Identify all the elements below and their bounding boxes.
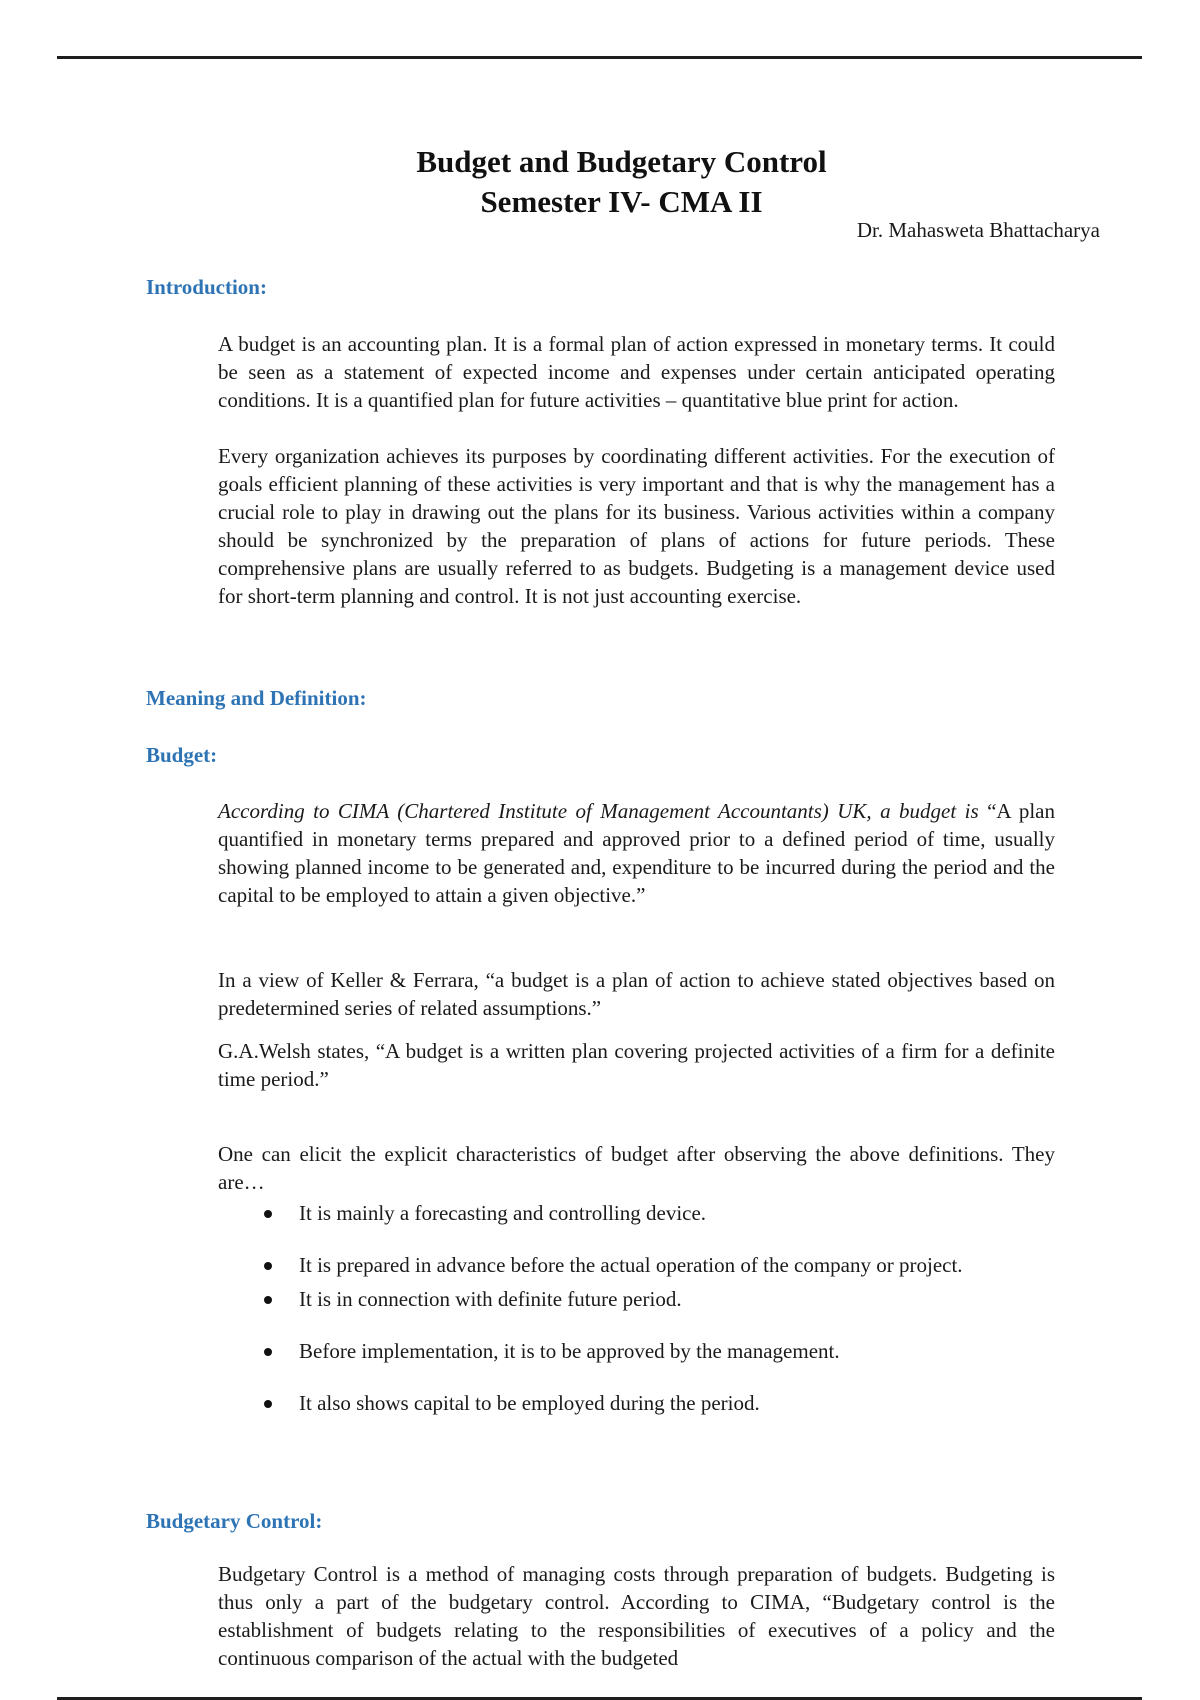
intro-paragraph-2: Every organization achieves its purposes by coordinating different activities. For the execution of goals efficient planning of these activities is very important and that is why the management has a crucial role to play in drawing out the plans for its business. Various activities within a company should be synchronized by the preparation of plans of actions for future periods. These comprehensive plans are usually referred to as budgets. Budgeting is a management device used for short-term planning and control. It is not just accounting exercise.: [218, 444, 1055, 608]
heading-introduction: Introduction:: [146, 275, 267, 299]
bullet-icon: [264, 1400, 272, 1408]
document-subtitle: Semester IV- CMA II: [480, 184, 763, 219]
keller-definition: In a view of Keller & Ferrara, “a budget is a plan of action to achieve stated objectives based on predetermined series of related assumptions.”: [218, 968, 1055, 1020]
cima-quote: “A plan quantified in monetary terms prepared and approved prior to a defined period of time, usually showing planned income to be generated and, expenditure to be incurred during the period and the capital to be employed to attain a given objective.”: [218, 799, 1055, 907]
list-item: [218, 1389, 1055, 1417]
list-item: [218, 1337, 1055, 1365]
characteristics-list: [218, 1199, 1055, 1417]
heading-budget: Budget:: [146, 743, 218, 767]
cima-intro: According to CIMA (Chartered Institute of Management Accountants) UK, a budget is: [218, 799, 979, 823]
list-item: [218, 1199, 1055, 1227]
list-item-text: Before implementation, it is to be approved by the management.: [299, 1339, 840, 1363]
list-item: [218, 1285, 1055, 1313]
bullet-icon: [264, 1210, 272, 1218]
list-item-text: It is mainly a forecasting and controlling device.: [299, 1201, 707, 1225]
bullet-icon: [264, 1296, 272, 1304]
title-block: [0, 142, 1200, 222]
budgetary-control-paragraph: Budgetary Control is a method of managing costs through preparation of budgets. Budgeting is thus only a part of the budgetary control. According to CIMA, “Budgetary control is the establishment of budgets relating to the responsibilities of executives of a policy and the continuous comparison of the actual with the budgeted: [218, 1562, 1055, 1670]
list-item-text: It is prepared in advance before the actual operation of the company or project.: [299, 1253, 963, 1277]
heading-meaning-definition: Meaning and Definition:: [146, 686, 367, 710]
welsh-definition: G.A.Welsh states, “A budget is a written plan covering projected activities of a firm for a definite time period.”: [218, 1039, 1055, 1091]
document-title: Budget and Budgetary Control: [416, 144, 827, 179]
author-name: Dr. Mahasweta Bhattacharya: [856, 218, 1100, 242]
list-item-text: It is in connection with definite future period.: [299, 1287, 682, 1311]
cima-definition: [218, 797, 1055, 909]
heading-budgetary-control: Budgetary Control:: [146, 1509, 323, 1533]
bullet-icon: [264, 1348, 272, 1356]
intro-paragraph-1: A budget is an accounting plan. It is a formal plan of action expressed in monetary terms. It could be seen as a statement of expected income and expenses under certain anticipated operating conditions. It is a quantified plan for future activities – quantitative blue print for action.: [218, 332, 1055, 412]
characteristics-intro: One can elicit the explicit characteristics of budget after observing the above definitions. They are…: [218, 1142, 1055, 1194]
header-rule: [57, 56, 1142, 59]
list-item-text: It also shows capital to be employed during the period.: [299, 1391, 760, 1415]
list-item: [218, 1251, 1055, 1279]
bullet-icon: [264, 1262, 272, 1270]
